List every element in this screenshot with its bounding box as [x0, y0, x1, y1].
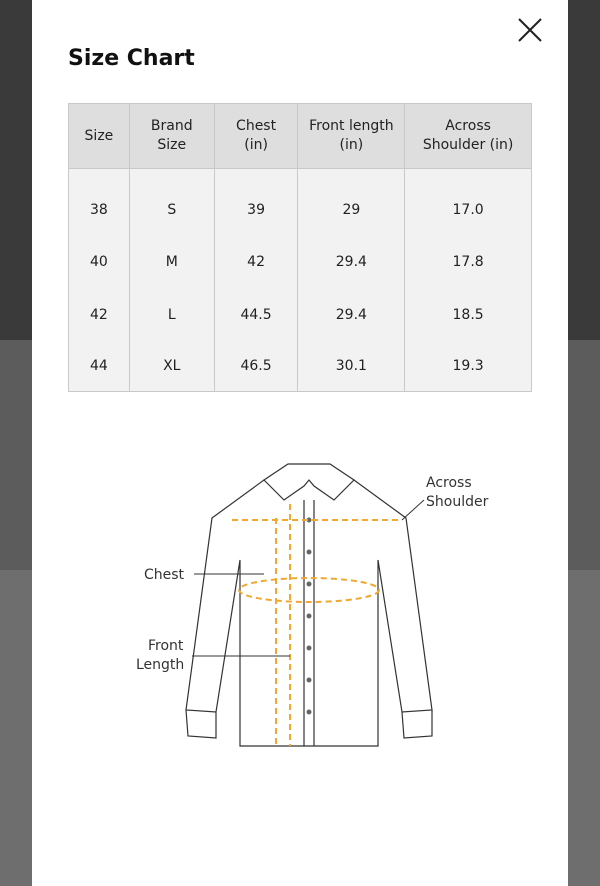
- cell-brand-size: M: [129, 236, 214, 289]
- modal-title: Size Chart: [68, 46, 195, 71]
- cell-size: 42: [69, 289, 130, 342]
- header-front-length: Front length (in): [298, 104, 405, 169]
- close-icon: [514, 14, 546, 46]
- table-row: [69, 236, 532, 289]
- table-header-row: [69, 104, 532, 169]
- label-front-length-line1: Front: [148, 638, 184, 654]
- size-table: [68, 103, 532, 392]
- cell-brand-size: XL: [129, 341, 214, 391]
- cell-across-shoulder: 19.3: [405, 341, 532, 391]
- cell-size: 40: [69, 236, 130, 289]
- cell-size: 44: [69, 341, 130, 391]
- close-button[interactable]: [514, 14, 546, 46]
- button-dots: [307, 518, 312, 715]
- header-size: Size: [69, 104, 130, 169]
- table-row: [69, 289, 532, 342]
- cell-chest: 46.5: [214, 341, 298, 391]
- label-across-shoulder-line1: Across: [426, 475, 472, 491]
- cell-front-length: 29: [298, 169, 405, 237]
- cell-chest: 39: [214, 169, 298, 237]
- cell-chest: 42: [214, 236, 298, 289]
- cell-front-length: 29.4: [298, 236, 405, 289]
- label-across-shoulder-line2: Shoulder: [426, 494, 489, 510]
- cell-across-shoulder: 17.8: [405, 236, 532, 289]
- cell-chest: 44.5: [214, 289, 298, 342]
- shirt-icon: [186, 464, 432, 746]
- header-chest: Chest (in): [214, 104, 298, 169]
- table-row: [69, 169, 532, 237]
- cell-brand-size: L: [129, 289, 214, 342]
- cell-across-shoulder: 18.5: [405, 289, 532, 342]
- header-across-shoulder: Across Shoulder (in): [405, 104, 532, 169]
- table-row: [69, 341, 532, 391]
- header-brand-size: Brand Size: [129, 104, 214, 169]
- label-chest: Chest: [144, 567, 185, 583]
- cell-size: 38: [69, 169, 130, 237]
- cell-front-length: 29.4: [298, 289, 405, 342]
- cell-brand-size: S: [129, 169, 214, 237]
- measurement-lines: [232, 504, 402, 746]
- size-chart-modal: [32, 0, 568, 886]
- label-front-length-line2: Length: [136, 657, 185, 673]
- cell-front-length: 30.1: [298, 341, 405, 391]
- shirt-measurement-diagram: [92, 440, 512, 770]
- cell-across-shoulder: 17.0: [405, 169, 532, 237]
